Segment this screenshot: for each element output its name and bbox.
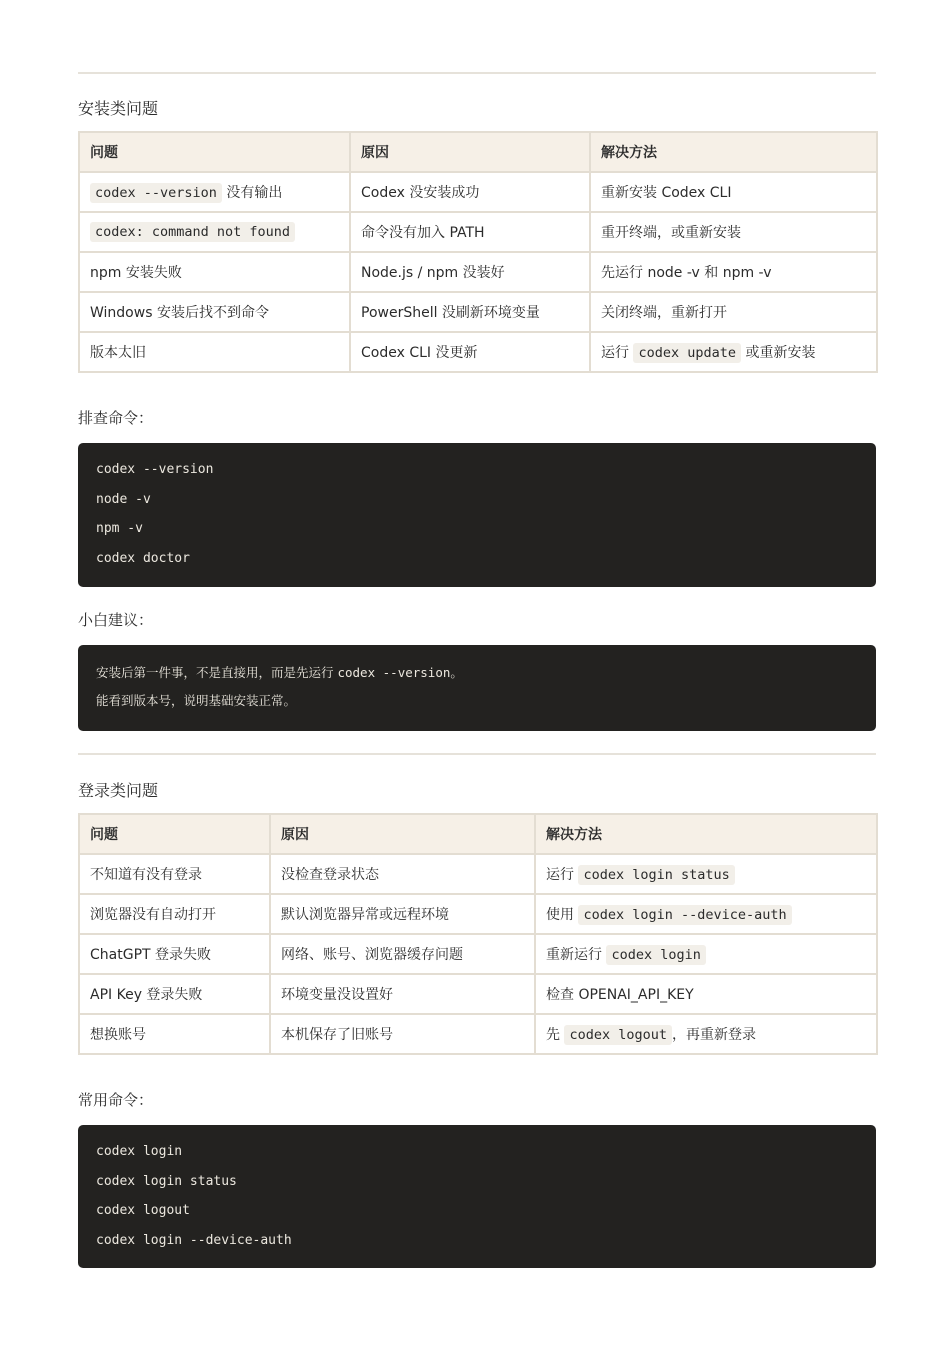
code-line: node -v (96, 491, 151, 507)
problem-cell (79, 212, 350, 252)
code-line: codex doctor (96, 550, 190, 566)
fix-cell: 关闭终端，重新打开 (590, 292, 877, 332)
inline-code: codex login status (578, 865, 734, 885)
divider (78, 753, 876, 755)
problem-cell: 版本太旧 (79, 332, 350, 372)
fix-cell: 先 codex logout ，再重新登录 (535, 1014, 877, 1054)
problem-cell: npm 安装失败 (79, 252, 350, 292)
cause-cell: 默认浏览器异常或远程环境 (270, 894, 535, 934)
login-section-title: 登录类问题 (78, 781, 159, 800)
cause-cell: 命令没有加入 PATH (350, 212, 590, 252)
fix-cell: 使用 codex login --device-auth (535, 894, 877, 934)
code-line: codex --version (96, 462, 214, 477)
cause-cell: 网络、账号、浏览器缓存问题 (270, 934, 535, 974)
table-row (79, 974, 877, 1014)
column-header-problem: 问题 (79, 132, 350, 172)
login-issues-table (78, 813, 878, 1055)
cause-cell: 本机保存了旧账号 (270, 1014, 535, 1054)
check-commands-code-block[interactable] (78, 443, 876, 587)
problem-cell: API Key 登录失败 (79, 974, 270, 1014)
tip-label: 小白建议： (78, 611, 154, 629)
column-header-fix: 解决方法 (590, 132, 877, 172)
inline-code: codex update (633, 343, 741, 363)
inline-code: codex --version (337, 665, 451, 680)
code-line: codex login status (96, 1173, 237, 1189)
check-commands-label: 排查命令： (78, 409, 154, 427)
tip-line: 安装后第一件事，不是直接用，而是先运行 codex --version。 (96, 665, 463, 680)
table-row (79, 252, 877, 292)
column-header-cause: 原因 (350, 132, 590, 172)
fix-cell: 运行 codex login status (535, 854, 877, 894)
table-header-row (79, 132, 877, 172)
table-row (79, 1014, 877, 1054)
cause-cell: PowerShell 没刷新环境变量 (350, 292, 590, 332)
inline-code: codex login (606, 945, 705, 965)
tip-line: 能看到版本号，说明基础安装正常。 (96, 693, 297, 708)
code-line: codex login --device-auth (96, 1232, 292, 1248)
table-row (79, 854, 877, 894)
code-line: codex login (96, 1144, 183, 1159)
table-row (79, 292, 877, 332)
tip-block[interactable] (78, 645, 876, 731)
inline-code: codex login --device-auth (578, 905, 791, 925)
cause-cell: Codex CLI 没更新 (350, 332, 590, 372)
common-commands-code-block[interactable] (78, 1125, 876, 1268)
fix-cell: 重开终端，或重新安装 (590, 212, 877, 252)
problem-cell: 浏览器没有自动打开 (79, 894, 270, 934)
problem-cell: ChatGPT 登录失败 (79, 934, 270, 974)
fix-cell: 先运行 node -v 和 npm -v (590, 252, 877, 292)
install-issues-table (78, 131, 878, 373)
code-line: npm -v (96, 521, 143, 536)
table-header-row (79, 814, 877, 854)
fix-cell: 重新安装 Codex CLI (590, 172, 877, 212)
inline-code: codex --version (90, 183, 222, 203)
cause-cell: Codex 没安装成功 (350, 172, 590, 212)
common-commands-label: 常用命令： (78, 1091, 154, 1109)
column-header-problem: 问题 (79, 814, 270, 854)
fix-cell: 运行 codex update 或重新安装 (590, 332, 877, 372)
problem-cell: Windows 安装后找不到命令 (79, 292, 350, 332)
divider (78, 72, 876, 74)
table-row (79, 172, 877, 212)
table-row (79, 894, 877, 934)
code-line: codex logout (96, 1203, 190, 1218)
problem-cell: 不知道有没有登录 (79, 854, 270, 894)
column-header-cause: 原因 (270, 814, 535, 854)
inline-code: codex logout (564, 1025, 672, 1045)
table-row (79, 212, 877, 252)
cause-cell: 没检查登录状态 (270, 854, 535, 894)
fix-cell: 重新运行 codex login (535, 934, 877, 974)
problem-cell: 想换账号 (79, 1014, 270, 1054)
column-header-fix: 解决方法 (535, 814, 877, 854)
cause-cell: Node.js / npm 没装好 (350, 252, 590, 292)
install-section-title: 安装类问题 (78, 99, 159, 118)
fix-cell: 检查 OPENAI_API_KEY (535, 974, 877, 1014)
table-row (79, 332, 877, 372)
problem-cell: codex --version 没有输出 (79, 172, 350, 212)
inline-code: codex: command not found (90, 222, 295, 242)
cause-cell: 环境变量没设置好 (270, 974, 535, 1014)
table-row (79, 934, 877, 974)
